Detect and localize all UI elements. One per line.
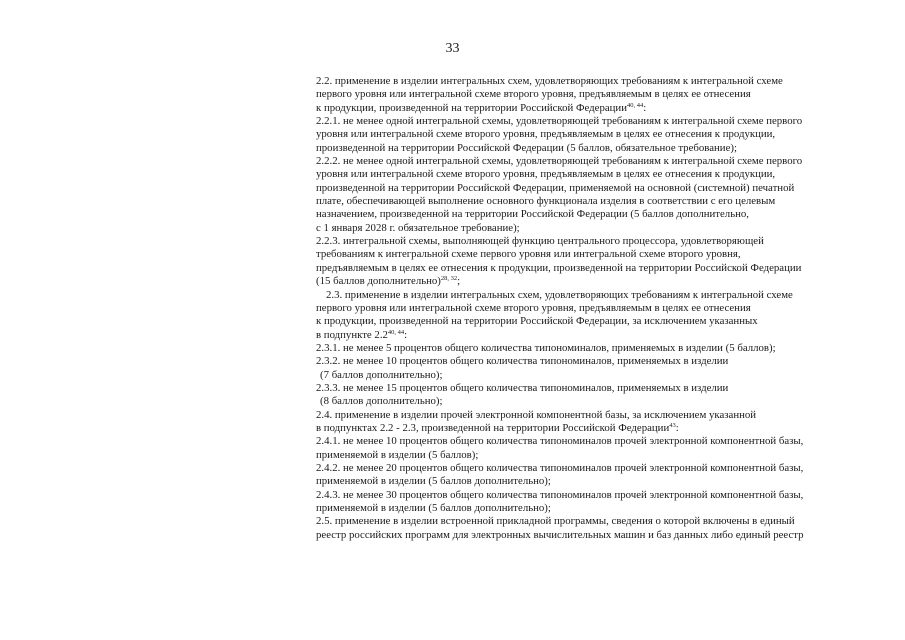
line-text: (8 баллов дополнительно); xyxy=(320,395,443,408)
paragraph-p-2-4-2 xyxy=(316,462,876,489)
line-text: применяемой в изделии (5 баллов дополнительно); xyxy=(316,502,551,514)
line-text: 2.2. применение в изделии интегральных схем, удовлетворяющих требованиям к интегральной схеме xyxy=(316,75,783,87)
line-text: к продукции, произведенной на территории Российской Федерации, за исключением указанных xyxy=(316,315,758,328)
text-line xyxy=(316,115,876,128)
line-punctuation: : xyxy=(675,421,679,434)
text-line xyxy=(316,369,876,382)
paragraph-p-2-4-1 xyxy=(316,435,876,462)
line-text: с 1 января 2028 г. обязательное требование); xyxy=(316,221,520,234)
line-text: предъявляемым в целях ее отнесения к продукции, произведенной на территории Российской Федерации xyxy=(316,261,802,274)
line-text: реестр российских программ для электронных вычислительных машин и баз данных либо единый реестр xyxy=(316,528,804,541)
paragraph-p-2-2-2 xyxy=(316,155,876,235)
text-line xyxy=(316,155,876,168)
line-text: плате, обеспечивающей выполнение основного функционала изделия в соответствии с его целевым xyxy=(316,195,776,208)
text-line xyxy=(316,395,876,408)
text-line xyxy=(316,329,876,342)
line-text: в подпункте 2.2 xyxy=(316,328,388,341)
text-line xyxy=(316,342,876,355)
text-line xyxy=(316,248,876,261)
text-line xyxy=(316,168,876,181)
text-line xyxy=(316,409,876,422)
line-text: к продукции, произведенной на территории Российской Федерации xyxy=(316,101,627,114)
line-text: уровня или интегральной схеме второго уровня, предъявляемым в целях ее отнесения к продукции, xyxy=(316,168,776,181)
paragraph-p-2-4-3 xyxy=(316,489,876,516)
line-text: 2.4.2. не менее 20 процентов общего количества типономиналов прочей электронной компонентной базы, xyxy=(316,461,804,474)
line-punctuation: ; xyxy=(457,275,461,288)
line-text: 2.3.2. не менее 10 процентов общего количества типономиналов, применяемых в изделии xyxy=(316,355,729,368)
text-line xyxy=(316,355,876,368)
document-body xyxy=(316,75,876,542)
line-text: 2.4.3. не менее 30 процентов общего количества типономиналов прочей электронной компонентной базы, xyxy=(316,488,804,501)
paragraph-p-2-2-1 xyxy=(316,115,876,155)
text-line xyxy=(316,489,876,502)
line-text: (15 баллов дополнительно) xyxy=(316,275,441,288)
text-line xyxy=(316,315,876,328)
line-punctuation: : xyxy=(643,101,647,114)
line-text: требованиям к интегральной схеме первого уровня или интегральной схеме второго уровня, xyxy=(316,248,741,261)
line-text: 2.2.3. интегральной схемы, выполняющей функцию центрального процессора, удовлетворяющей xyxy=(316,235,764,248)
text-line xyxy=(316,382,876,395)
line-text: 2.3. применение в изделии интегральных схем, удовлетворяющих требованиям к интегральной схеме xyxy=(326,288,793,301)
line-text: назначением, произведенной на территории Российской Федерации (5 баллов дополнительно, xyxy=(316,208,749,221)
text-line xyxy=(316,289,876,302)
line-text: (7 баллов дополнительно); xyxy=(320,368,443,381)
line-text: 2.3.3. не менее 15 процентов общего количества типономиналов, применяемых в изделии xyxy=(316,381,729,394)
text-line xyxy=(316,208,876,221)
line-text: применяемой в изделии (5 баллов); xyxy=(316,448,479,461)
line-text: 2.5. применение в изделии встроенной прикладной программы, сведения о которой включены в единый xyxy=(316,515,795,528)
text-line xyxy=(316,235,876,248)
line-text: уровня или интегральной схеме второго уровня, предъявляемым в целях ее отнесения к продукции, xyxy=(316,128,776,141)
text-line xyxy=(316,475,876,488)
page-number: 33 xyxy=(445,41,460,56)
paragraph-p-2-2 xyxy=(316,75,876,115)
paragraph-p-2-5 xyxy=(316,515,876,542)
text-line xyxy=(316,195,876,208)
line-text: первого уровня или интегральной схеме второго уровня, предъявляемым в целях ее отнесения xyxy=(316,301,751,314)
footnote-reference: 43 xyxy=(669,421,676,429)
text-line xyxy=(316,529,876,542)
line-text: 2.2.1. не менее одной интегральной схемы, удовлетворяющей требованиям к интегральной схеме первого xyxy=(316,115,803,128)
text-line xyxy=(316,462,876,475)
text-line xyxy=(316,435,876,448)
text-line xyxy=(316,142,876,155)
text-line xyxy=(316,102,876,115)
text-line xyxy=(316,128,876,141)
line-text: 2.4. применение в изделии прочей электронной компонентной базы, за исключением указанной xyxy=(316,408,757,421)
text-line xyxy=(316,275,876,288)
text-line xyxy=(316,262,876,275)
line-text: применяемой в изделии (5 баллов дополнительно); xyxy=(316,475,551,488)
line-text: первого уровня или интегральной схеме второго уровня, предъявляемым в целях ее отнесения xyxy=(316,88,751,101)
text-line xyxy=(316,75,876,88)
footnote-reference: 40, 44 xyxy=(626,101,644,109)
paragraph-p-2-3-3 xyxy=(316,382,876,409)
paragraph-p-2-2-3 xyxy=(316,235,876,288)
text-line xyxy=(316,302,876,315)
text-line xyxy=(316,182,876,195)
text-line xyxy=(316,88,876,101)
paragraph-p-2-3-2 xyxy=(316,355,876,382)
text-line xyxy=(316,515,876,528)
text-line xyxy=(316,502,876,515)
footnote-reference: 28, 32 xyxy=(440,275,458,283)
line-punctuation: : xyxy=(404,328,408,341)
paragraph-p-2-3 xyxy=(316,289,876,342)
text-line xyxy=(316,422,876,435)
text-line xyxy=(316,449,876,462)
paragraph-p-2-4 xyxy=(316,409,876,436)
text-line xyxy=(316,222,876,235)
line-text: 2.2.2. не менее одной интегральной схемы, удовлетворяющей требованиям к интегральной схеме первого xyxy=(316,155,803,168)
line-text: в подпунктах 2.2 - 2.3, произведенной на территории Российской Федерации xyxy=(316,421,670,434)
footnote-reference: 40, 44 xyxy=(387,328,405,336)
line-text: 2.4.1. не менее 10 процентов общего количества типономиналов прочей электронной компонентной базы, xyxy=(316,435,804,448)
line-text: произведенной на территории Российской Федерации, применяемой на основной (системной) печатной xyxy=(316,181,795,194)
paragraph-p-2-3-1 xyxy=(316,342,876,355)
line-text: 2.3.1. не менее 5 процентов общего количества типономиналов, применяемых в изделии (5 баллов); xyxy=(316,341,776,354)
line-text: произведенной на территории Российской Федерации (5 баллов, обязательное требование); xyxy=(316,141,737,154)
